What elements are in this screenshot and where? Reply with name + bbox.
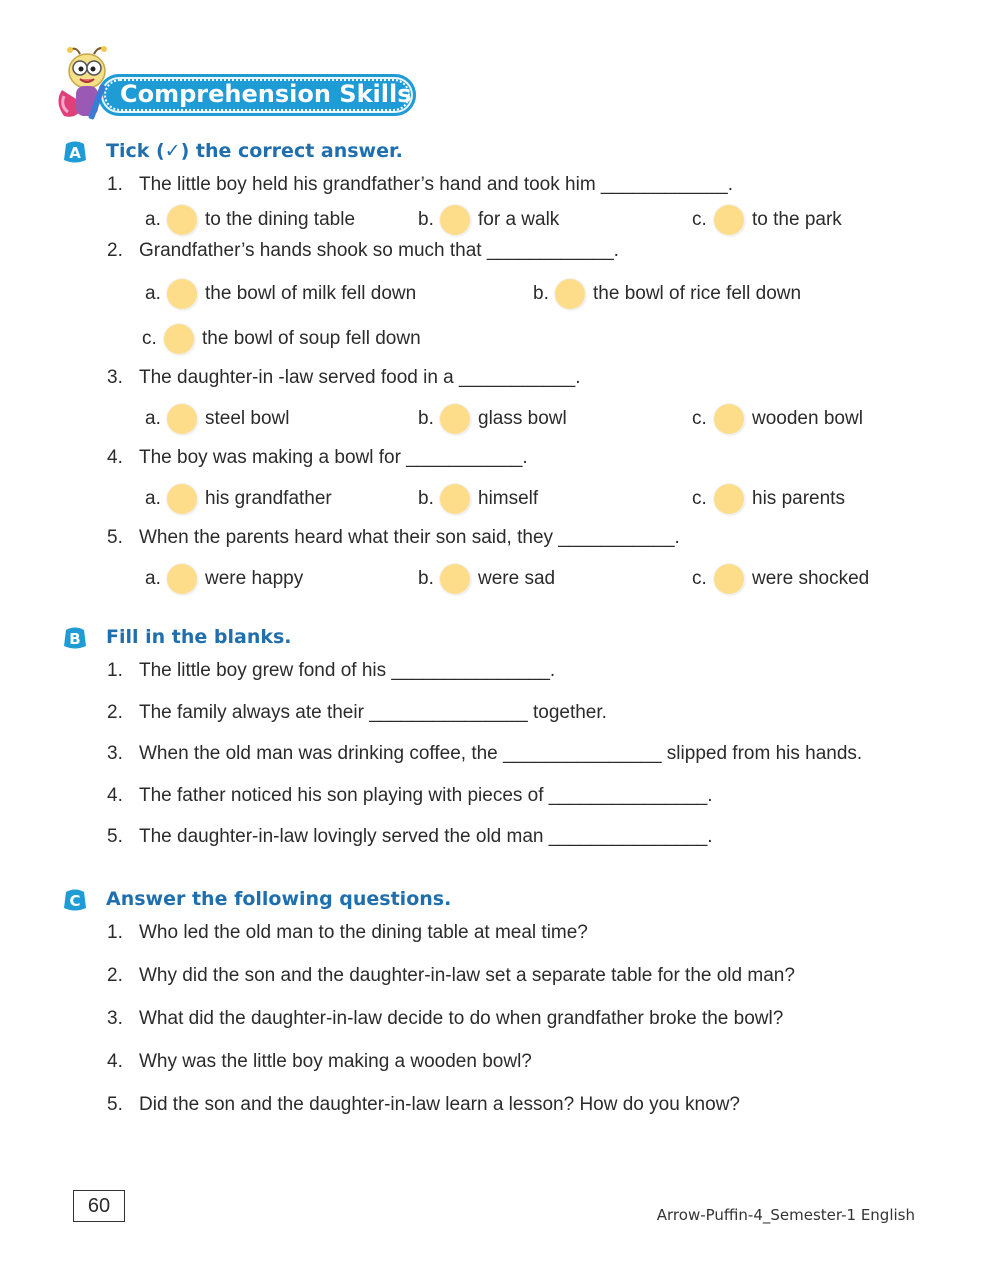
option-2-a[interactable] xyxy=(145,279,416,309)
page-title: Comprehension Skills xyxy=(120,80,412,108)
option-letter: c. xyxy=(692,568,707,589)
option-text: the bowl of rice fell down xyxy=(593,283,802,304)
question-text: The little boy held his grandfather’s hand and took him ____________. xyxy=(139,174,734,195)
question-1 xyxy=(107,174,733,196)
option-3-c[interactable] xyxy=(692,404,863,434)
svg-text:A: A xyxy=(69,144,81,162)
option-3-a[interactable] xyxy=(145,404,290,434)
option-letter: a. xyxy=(145,408,161,429)
option-text: were shocked xyxy=(752,568,870,589)
question-number: 5. xyxy=(107,527,123,548)
option-letter: b. xyxy=(418,209,434,230)
question-text: When the parents heard what their son said, they ___________. xyxy=(139,527,680,548)
option-letter: b. xyxy=(418,568,434,589)
option-text: wooden bowl xyxy=(752,408,863,429)
item-text: When the old man was drinking coffee, the _______________ slipped from his hands. xyxy=(139,743,863,764)
tick-circle[interactable] xyxy=(167,205,197,235)
question-item-5 xyxy=(107,1094,740,1116)
item-number: 3. xyxy=(107,1008,123,1029)
book-title-footer: Arrow-Puffin-4_Semester-1 English xyxy=(656,1206,915,1224)
tick-circle[interactable] xyxy=(440,564,470,594)
item-text: The family always ate their _______________ together. xyxy=(139,702,607,723)
section-a-title: Tick (✓) the correct answer. xyxy=(106,140,403,162)
option-text: to the dining table xyxy=(205,209,356,230)
option-2-c[interactable] xyxy=(142,324,421,354)
question-2 xyxy=(107,240,619,262)
question-number: 1. xyxy=(107,174,123,195)
question-number: 2. xyxy=(107,240,123,261)
item-number: 2. xyxy=(107,702,123,723)
question-number: 3. xyxy=(107,367,123,388)
tick-circle[interactable] xyxy=(164,324,194,354)
section-b-badge-icon xyxy=(62,626,88,650)
section-c-badge-icon xyxy=(62,888,88,912)
option-text: were happy xyxy=(205,568,304,589)
option-1-c[interactable] xyxy=(692,205,842,235)
tick-circle[interactable] xyxy=(714,404,744,434)
option-letter: c. xyxy=(142,328,157,349)
item-text: Why did the son and the daughter-in-law set a separate table for the old man? xyxy=(139,965,795,986)
tick-circle[interactable] xyxy=(440,205,470,235)
question-number: 4. xyxy=(107,447,123,468)
fill-blank-item-5 xyxy=(107,826,713,848)
option-letter: b. xyxy=(418,488,434,509)
option-letter: a. xyxy=(145,568,161,589)
option-5-c[interactable] xyxy=(692,564,869,594)
svg-text:C: C xyxy=(69,892,81,910)
fill-blank-item-2 xyxy=(107,702,607,724)
butterfly-mascot-icon xyxy=(54,44,126,126)
question-text: Grandfather’s hands shook so much that ____________. xyxy=(139,240,619,261)
fill-blank-item-3 xyxy=(107,743,862,765)
option-letter: a. xyxy=(145,283,161,304)
tick-circle[interactable] xyxy=(167,564,197,594)
item-text: Why was the little boy making a wooden bowl? xyxy=(139,1051,532,1072)
item-number: 4. xyxy=(107,1051,123,1072)
item-text: The father noticed his son playing with pieces of _______________. xyxy=(139,785,713,806)
option-letter: c. xyxy=(692,209,707,230)
option-text: the bowl of milk fell down xyxy=(205,283,417,304)
question-item-4 xyxy=(107,1051,532,1073)
option-letter: a. xyxy=(145,209,161,230)
tick-circle[interactable] xyxy=(555,279,585,309)
question-3 xyxy=(107,367,581,389)
tick-circle[interactable] xyxy=(714,564,744,594)
question-text: The boy was making a bowl for ___________. xyxy=(139,447,528,468)
option-letter: b. xyxy=(418,408,434,429)
option-letter: b. xyxy=(533,283,549,304)
question-text: The daughter-in -law served food in a ___________. xyxy=(139,367,581,388)
option-text: the bowl of soup fell down xyxy=(202,328,421,349)
item-text: Who led the old man to the dining table at meal time? xyxy=(139,922,588,943)
option-letter: a. xyxy=(145,488,161,509)
option-text: glass bowl xyxy=(478,408,567,429)
section-c-title: Answer the following questions. xyxy=(106,888,452,910)
item-number: 4. xyxy=(107,785,123,806)
option-text: himself xyxy=(478,488,539,509)
item-text: What did the daughter-in-law decide to do when grandfather broke the bowl? xyxy=(139,1008,784,1029)
item-number: 1. xyxy=(107,660,123,681)
option-text: for a walk xyxy=(478,209,560,230)
option-text: were sad xyxy=(478,568,556,589)
option-4-a[interactable] xyxy=(145,484,332,514)
question-item-1 xyxy=(107,922,588,944)
tick-circle[interactable] xyxy=(440,484,470,514)
svg-text:B: B xyxy=(69,630,81,648)
question-item-3 xyxy=(107,1008,783,1030)
option-3-b[interactable] xyxy=(418,404,567,434)
tick-circle[interactable] xyxy=(440,404,470,434)
tick-circle[interactable] xyxy=(714,484,744,514)
item-number: 1. xyxy=(107,922,123,943)
question-5 xyxy=(107,527,680,549)
tick-circle[interactable] xyxy=(167,404,197,434)
item-number: 5. xyxy=(107,826,123,847)
option-5-a[interactable] xyxy=(145,564,303,594)
option-4-b[interactable] xyxy=(418,484,538,514)
option-text: his grandfather xyxy=(205,488,332,509)
item-number: 3. xyxy=(107,743,123,764)
item-text: The daughter-in-law lovingly served the old man _______________. xyxy=(139,826,713,847)
option-1-b[interactable] xyxy=(418,205,559,235)
option-letter: c. xyxy=(692,488,707,509)
tick-circle[interactable] xyxy=(167,484,197,514)
fill-blank-item-4 xyxy=(107,785,713,807)
item-number: 5. xyxy=(107,1094,123,1115)
item-text: The little boy grew fond of his _______________. xyxy=(139,660,556,681)
tick-circle[interactable] xyxy=(167,279,197,309)
section-a-badge-icon xyxy=(62,140,88,164)
option-4-c[interactable] xyxy=(692,484,845,514)
page-number: 60 xyxy=(73,1190,125,1222)
question-4 xyxy=(107,447,528,469)
question-item-2 xyxy=(107,965,795,987)
option-2-b[interactable] xyxy=(533,279,801,309)
tick-circle[interactable] xyxy=(714,205,744,235)
option-letter: c. xyxy=(692,408,707,429)
section-b-title: Fill in the blanks. xyxy=(106,626,292,648)
option-5-b[interactable] xyxy=(418,564,555,594)
item-text: Did the son and the daughter-in-law learn a lesson? How do you know? xyxy=(139,1094,740,1115)
option-text: steel bowl xyxy=(205,408,290,429)
fill-blank-item-1 xyxy=(107,660,555,682)
header-banner xyxy=(98,74,416,116)
item-number: 2. xyxy=(107,965,123,986)
option-text: to the park xyxy=(752,209,842,230)
option-text: his parents xyxy=(752,488,845,509)
option-1-a[interactable] xyxy=(145,205,355,235)
